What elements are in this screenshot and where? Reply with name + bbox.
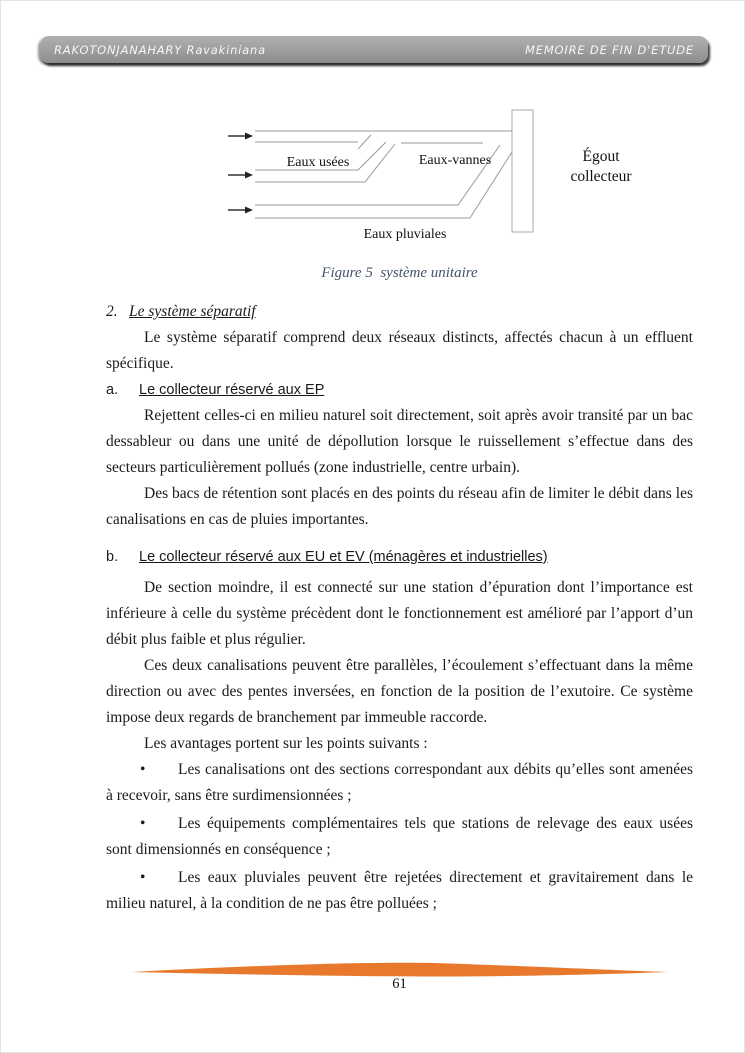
label-eaux-usees: Eaux usées <box>286 155 350 170</box>
section-title: Le système séparatif <box>129 303 256 320</box>
bullet-item-equipements <box>106 811 693 863</box>
header-author: RAKOTONJANAHARY Ravakiniana <box>54 42 266 57</box>
header-doc-title: MEMOIRE DE FIN D'ETUDE <box>525 42 694 57</box>
page-header-bar <box>40 36 708 63</box>
bullet-icon: • <box>140 869 146 886</box>
bullet-item-eaux-pluviales <box>106 865 693 917</box>
figure-caption: Figure 5 système unitaire <box>321 265 478 281</box>
subheading-collecteur-ep <box>106 377 693 403</box>
paragraph-avantages-lead: Les avantages portent sur les points suivants : <box>144 735 428 752</box>
section-heading-separatif <box>106 299 693 325</box>
bullet-icon: • <box>140 761 146 778</box>
bullet-icon: • <box>140 815 146 832</box>
paragraph-eu-2: Ces deux canalisations peuvent être parallèles, l’écoulement s’effectuant dans la même direction ou avec des pentes inversées, en fonction de la position de l’exutoire. Ce système impose deux regards de branchement par immeuble raccorde. <box>106 657 693 726</box>
label-eaux-pluviales: Eaux pluviales <box>363 227 447 242</box>
bullet-text: Les canalisations ont des sections correspondant aux débits qu’elles sont amenées à recevoir, sans être surdimensionnées ; <box>106 761 693 804</box>
collector-shaft <box>512 110 533 232</box>
bullet-text: Les eaux pluviales peuvent être rejetées directement et gravitairement dans le milieu naturel, à la condition de ne pas être polluées ; <box>106 869 693 912</box>
body-content <box>106 299 693 917</box>
pipe-outlines <box>255 131 512 218</box>
bullet-item-canalisations <box>106 757 693 809</box>
paragraph-eu-1: De section moindre, il est connecté sur une station d’épuration dont l’importance est inférieure à celle du système précèdent dont le fonctionnement est amélioré par l’apport d’un débit plus faible et plus régulier. <box>106 579 693 648</box>
page-number: 61 <box>392 976 407 992</box>
figure-area <box>0 105 745 295</box>
subheading-title: Le collecteur réservé aux EU et EV (ménagères et industrielles) <box>139 549 548 565</box>
paragraph-ep-1: Rejettent celles-ci en milieu naturel soit directement, soit après avoir transité par un bac dessableur ou dans une unité de dépollution lorsque le ruissellement s’effectue dans des secteurs particulièrement pollués (zone industrielle, centre urbain). <box>106 407 693 476</box>
subheading-letter: b. <box>106 549 119 565</box>
section-number: 2. <box>106 303 118 320</box>
label-egout-collecteur: Égout collecteur <box>570 148 632 185</box>
label-eaux-vannes: Eaux-vannes <box>418 153 492 168</box>
inflow-arrow-1 <box>228 133 253 140</box>
paragraph-intro: Le système séparatif comprend deux réseaux distincts, affectés chacun à un effluent spécifique. <box>106 329 693 372</box>
subheading-title: Le collecteur réservé aux EP <box>139 382 325 398</box>
inflow-arrow-2 <box>228 172 253 179</box>
subheading-letter: a. <box>106 382 119 398</box>
subheading-collecteur-eu-ev <box>106 544 693 570</box>
paragraph-ep-2: Des bacs de rétention sont placés en des points du réseau afin de limiter le débit dans les canalisations en cas de pluies importantes. <box>106 485 693 528</box>
bullet-text: Les équipements complémentaires tels que stations de relevage des eaux usées sont dimensionnés en conséquence ; <box>106 815 693 858</box>
swoosh-shape <box>132 963 668 977</box>
inflow-arrow-3 <box>228 207 253 214</box>
